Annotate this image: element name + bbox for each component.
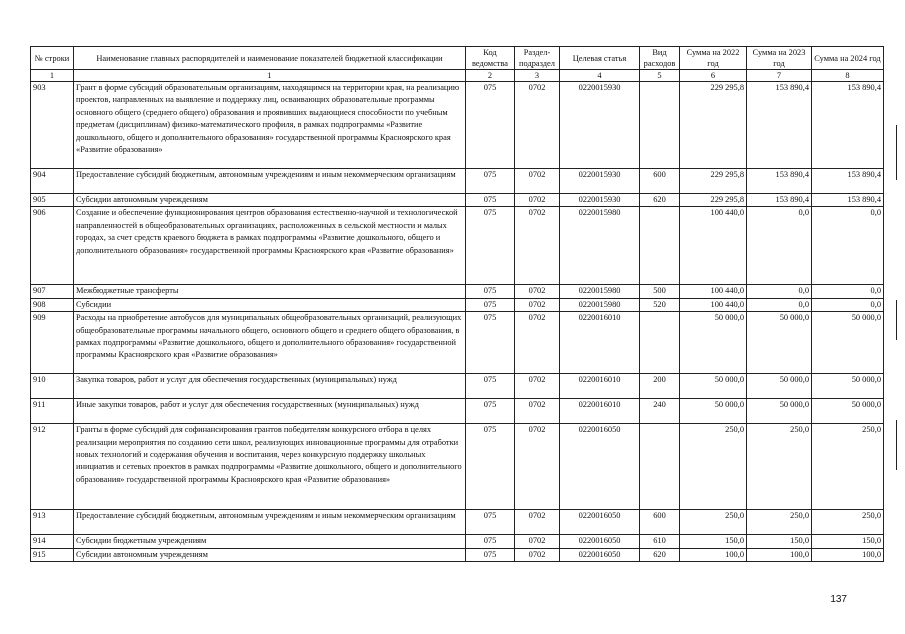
- sum-2024: 50 000,0: [812, 399, 884, 424]
- sum-2024: 50 000,0: [812, 312, 884, 374]
- row-number: 914: [31, 535, 74, 548]
- expense-type: 620: [640, 194, 680, 207]
- row-name: Субсидии автономным учреждениям: [74, 194, 466, 207]
- column-number: 5: [640, 70, 680, 82]
- column-number: 8: [812, 70, 884, 82]
- column-number: 1: [31, 70, 74, 82]
- row-number: 911: [31, 399, 74, 424]
- sum-2022: 100 440,0: [680, 207, 747, 285]
- target-article: 0220016010: [560, 399, 640, 424]
- sum-2024: 153 890,4: [812, 82, 884, 169]
- header-department-code: Код ведомства: [466, 47, 515, 70]
- section-code: 0702: [515, 207, 560, 285]
- sum-2022: 100,0: [680, 548, 747, 561]
- row-name: Межбюджетные трансферты: [74, 285, 466, 298]
- section-code: 0702: [515, 194, 560, 207]
- department-code: 075: [466, 207, 515, 285]
- sum-2024: 0,0: [812, 298, 884, 311]
- department-code: 075: [466, 82, 515, 169]
- sum-2023: 100,0: [747, 548, 812, 561]
- table-row: [31, 424, 884, 510]
- sum-2022: 50 000,0: [680, 399, 747, 424]
- table-row: [31, 548, 884, 561]
- sum-2022: 150,0: [680, 535, 747, 548]
- table-row: [31, 399, 884, 424]
- row-number: 915: [31, 548, 74, 561]
- section-code: 0702: [515, 82, 560, 169]
- header-expense-type: Вид расходов: [640, 47, 680, 70]
- section-code: 0702: [515, 399, 560, 424]
- row-number: 912: [31, 424, 74, 510]
- sum-2022: 250,0: [680, 510, 747, 535]
- header-target-article: Целевая статья: [560, 47, 640, 70]
- table-row: [31, 207, 884, 285]
- section-code: 0702: [515, 169, 560, 194]
- sum-2022: 229 295,8: [680, 169, 747, 194]
- row-number: 903: [31, 82, 74, 169]
- target-article: 0220016010: [560, 374, 640, 399]
- scan-edge-mark: [896, 420, 897, 470]
- budget-table: [30, 46, 884, 562]
- expense-type: 500: [640, 285, 680, 298]
- department-code: 075: [466, 399, 515, 424]
- row-number: 906: [31, 207, 74, 285]
- target-article: 0220016050: [560, 510, 640, 535]
- department-code: 075: [466, 548, 515, 561]
- table-row: [31, 194, 884, 207]
- section-code: 0702: [515, 285, 560, 298]
- row-name: Иные закупки товаров, работ и услуг для обеспечения государственных (муниципальных) нужд: [74, 399, 466, 424]
- sum-2022: 50 000,0: [680, 374, 747, 399]
- sum-2023: 50 000,0: [747, 312, 812, 374]
- table-row: [31, 285, 884, 298]
- sum-2023: 150,0: [747, 535, 812, 548]
- row-name: Субсидии бюджетным учреждениям: [74, 535, 466, 548]
- row-name: Расходы на приобретение автобусов для муниципальных общеобразовательных организаций, реализующих общеобразовательные программы начального общего, основного общего и среднего общего образования, в рамках подпрограммы «Развитие дошкольного, общего и дополнительного образования» государственной программы Красноярского края «Развитие образования»: [74, 312, 466, 374]
- sum-2022: 50 000,0: [680, 312, 747, 374]
- row-number: 904: [31, 169, 74, 194]
- sum-2023: 50 000,0: [747, 374, 812, 399]
- row-name: Субсидии автономным учреждениям: [74, 548, 466, 561]
- row-name: Субсидии: [74, 298, 466, 311]
- expense-type: 600: [640, 510, 680, 535]
- table-row: [31, 510, 884, 535]
- section-code: 0702: [515, 312, 560, 374]
- sum-2023: 153 890,4: [747, 194, 812, 207]
- department-code: 075: [466, 374, 515, 399]
- sum-2024: 50 000,0: [812, 374, 884, 399]
- row-name: Предоставление субсидий бюджетным, автономным учреждениям и иным некоммерческим организациям: [74, 510, 466, 535]
- row-number: 910: [31, 374, 74, 399]
- column-number: 7: [747, 70, 812, 82]
- sum-2023: 153 890,4: [747, 82, 812, 169]
- sum-2022: 100 440,0: [680, 285, 747, 298]
- header-sum-2023: Сумма на 2023 год: [747, 47, 812, 70]
- expense-type: [640, 312, 680, 374]
- table-row: [31, 535, 884, 548]
- expense-type: [640, 207, 680, 285]
- target-article: 0220015980: [560, 207, 640, 285]
- target-article: 0220015930: [560, 169, 640, 194]
- header-sum-2022: Сумма на 2022 год: [680, 47, 747, 70]
- expense-type: 520: [640, 298, 680, 311]
- column-number: 3: [515, 70, 560, 82]
- table-header-row: [31, 47, 884, 70]
- row-name: Создание и обеспечение функционирования центров образования естественно-научной и технологической направленностей в общеобразовательных организациях, расположенных в сельской местности и малых городах, за счет средств краевого бюджета в рамках подпрограммы «Развитие дошкольного, общего и дополнительного образования» государственной программы Красноярского края «Развитие образования»: [74, 207, 466, 285]
- sum-2024: 0,0: [812, 207, 884, 285]
- department-code: 075: [466, 194, 515, 207]
- target-article: 0220015930: [560, 82, 640, 169]
- sum-2022: 229 295,8: [680, 194, 747, 207]
- row-number: 905: [31, 194, 74, 207]
- sum-2022: 100 440,0: [680, 298, 747, 311]
- column-number: 4: [560, 70, 640, 82]
- expense-type: 620: [640, 548, 680, 561]
- target-article: 0220015980: [560, 298, 640, 311]
- sum-2023: 0,0: [747, 285, 812, 298]
- page-number: 137: [830, 594, 847, 605]
- section-code: 0702: [515, 374, 560, 399]
- row-name: Гранты в форме субсидий для софинансирования грантов победителям конкурсного отбора в целях реализации мероприятия по созданию сети школ, реализующих инновационные программы для отработки новых технологий и содержания обучения и воспитания, через конкурсную поддержку школьных инициатив и сетевых проектов в рамках подпрограммы «Развитие дошкольного, общего и дополнительного образования» государственной программы Красноярского края «Развитие образования»: [74, 424, 466, 510]
- table-row: [31, 298, 884, 311]
- department-code: 075: [466, 510, 515, 535]
- row-number: 907: [31, 285, 74, 298]
- expense-type: [640, 82, 680, 169]
- row-number: 908: [31, 298, 74, 311]
- sum-2022: 250,0: [680, 424, 747, 510]
- sum-2022: 229 295,8: [680, 82, 747, 169]
- section-code: 0702: [515, 298, 560, 311]
- column-number: 1: [74, 70, 466, 82]
- header-section: Раздел-подраздел: [515, 47, 560, 70]
- expense-type: 610: [640, 535, 680, 548]
- department-code: 075: [466, 285, 515, 298]
- table-row: [31, 169, 884, 194]
- sum-2024: 250,0: [812, 510, 884, 535]
- department-code: 075: [466, 169, 515, 194]
- table-row: [31, 82, 884, 169]
- row-name: Закупка товаров, работ и услуг для обеспечения государственных (муниципальных) нужд: [74, 374, 466, 399]
- target-article: 0220015930: [560, 194, 640, 207]
- header-sum-2024: Сумма на 2024 год: [812, 47, 884, 70]
- row-name: Грант в форме субсидий образовательным организациям, находящимся на территории края, на реализацию проектов, направленных на выявление и поддержку лиц, осваивающих образовательные программы основного общего (среднего общего) образования и проявивших выдающиеся способности по учебным предметам (дисциплинам) физико-математического профиля, в рамках подпрограммы «Развитие дошкольного, общего и дополнительного образования» государственной программы Красноярского края «Развитие образования»: [74, 82, 466, 169]
- sum-2024: 100,0: [812, 548, 884, 561]
- sum-2023: 153 890,4: [747, 169, 812, 194]
- department-code: 075: [466, 424, 515, 510]
- scan-edge-mark: [896, 125, 897, 180]
- column-number: 2: [466, 70, 515, 82]
- target-article: 0220016050: [560, 548, 640, 561]
- sum-2024: 153 890,4: [812, 169, 884, 194]
- sum-2024: 150,0: [812, 535, 884, 548]
- row-number: 913: [31, 510, 74, 535]
- sum-2024: 153 890,4: [812, 194, 884, 207]
- expense-type: 600: [640, 169, 680, 194]
- sum-2023: 0,0: [747, 298, 812, 311]
- expense-type: 200: [640, 374, 680, 399]
- expense-type: 240: [640, 399, 680, 424]
- sum-2024: 0,0: [812, 285, 884, 298]
- target-article: 0220016050: [560, 424, 640, 510]
- sum-2023: 0,0: [747, 207, 812, 285]
- section-code: 0702: [515, 510, 560, 535]
- row-number: 909: [31, 312, 74, 374]
- table-row: [31, 374, 884, 399]
- header-name: Наименование главных распорядителей и наименование показателей бюджетной классификации: [74, 47, 466, 70]
- sum-2023: 250,0: [747, 510, 812, 535]
- column-number: 6: [680, 70, 747, 82]
- target-article: 0220016050: [560, 535, 640, 548]
- section-code: 0702: [515, 535, 560, 548]
- section-code: 0702: [515, 548, 560, 561]
- table-row: [31, 312, 884, 374]
- scan-edge-mark: [896, 300, 897, 340]
- department-code: 075: [466, 535, 515, 548]
- header-row-number: № строки: [31, 47, 74, 70]
- column-number-row: [31, 70, 884, 82]
- department-code: 075: [466, 298, 515, 311]
- sum-2023: 50 000,0: [747, 399, 812, 424]
- row-name: Предоставление субсидий бюджетным, автономным учреждениям и иным некоммерческим организациям: [74, 169, 466, 194]
- expense-type: [640, 424, 680, 510]
- sum-2023: 250,0: [747, 424, 812, 510]
- target-article: 0220015980: [560, 285, 640, 298]
- target-article: 0220016010: [560, 312, 640, 374]
- sum-2024: 250,0: [812, 424, 884, 510]
- department-code: 075: [466, 312, 515, 374]
- section-code: 0702: [515, 424, 560, 510]
